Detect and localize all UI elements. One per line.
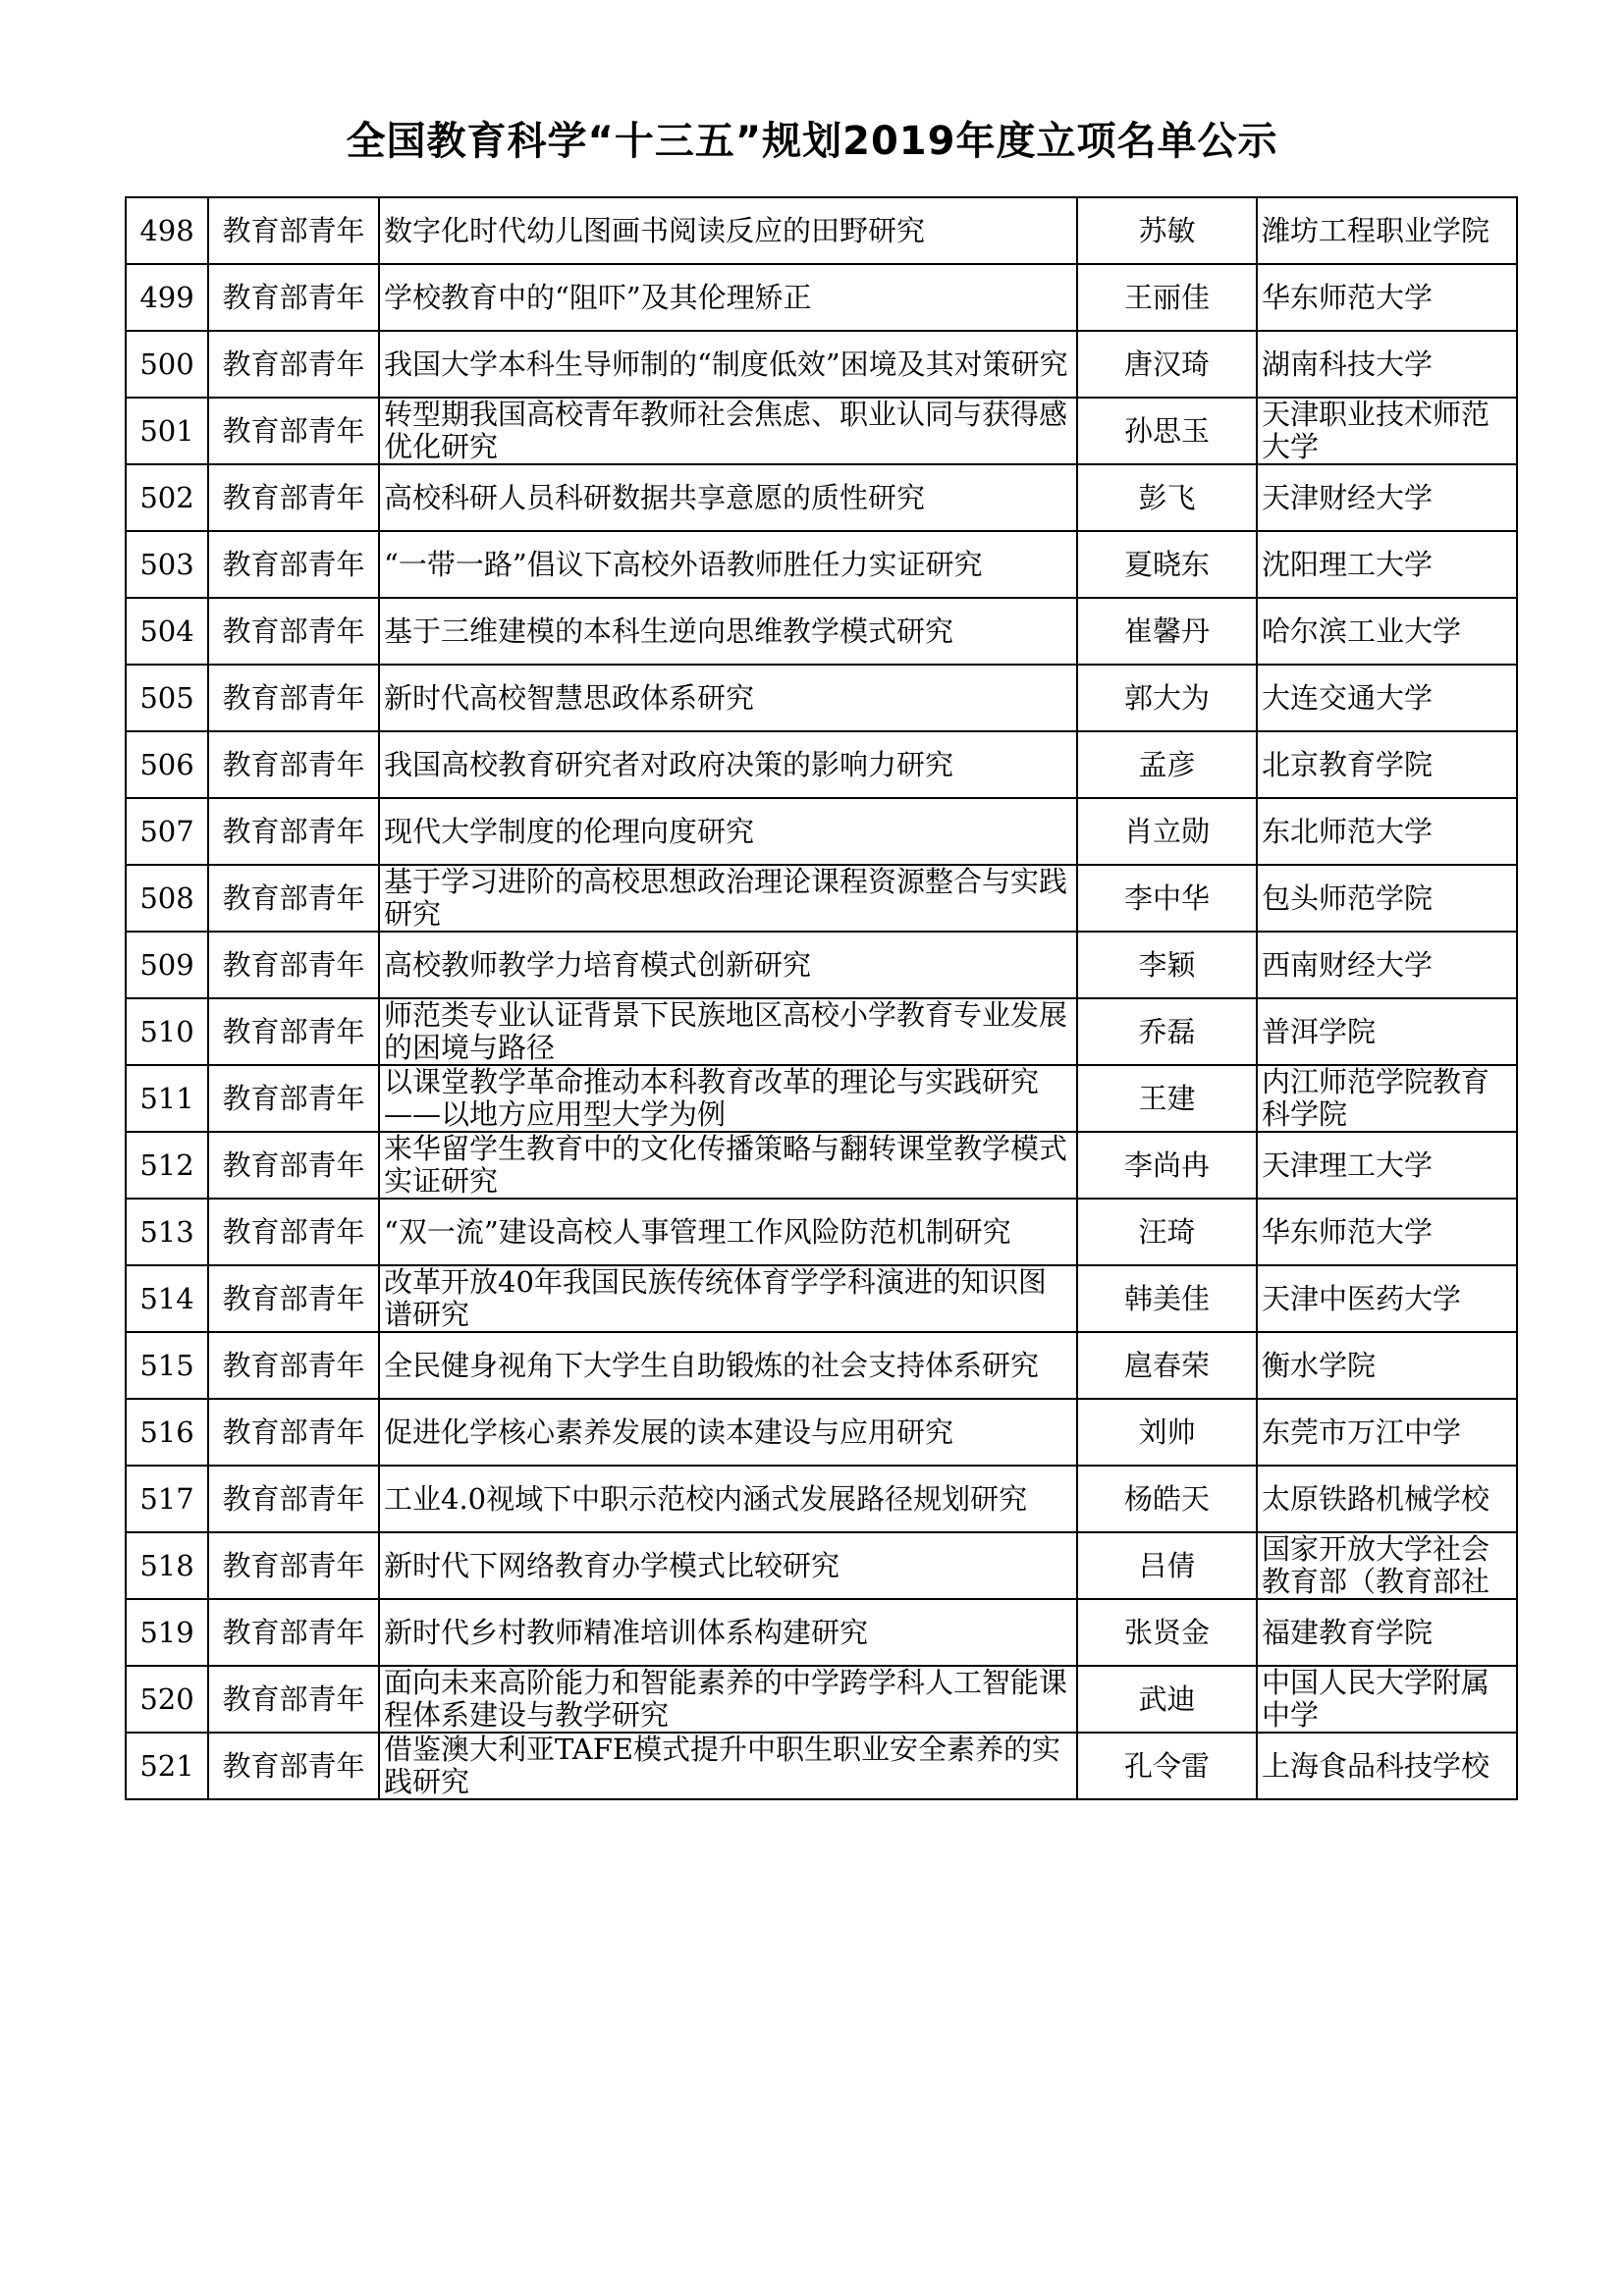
table-row: [126, 1332, 1517, 1399]
project-category-text: 教育部青年: [222, 815, 365, 848]
project-leader-cell: [1077, 1265, 1257, 1332]
project-category-text: 教育部青年: [222, 1215, 365, 1249]
project-category-cell: [208, 665, 379, 731]
project-number-cell: [126, 1332, 208, 1399]
project-category-cell: [208, 1132, 379, 1199]
institution-cell: [1257, 665, 1517, 731]
project-title-text: 全民健身视角下大学生自助锻炼的社会支持体系研究: [384, 1349, 1040, 1382]
project-category-cell: [208, 1599, 379, 1666]
table-row: [126, 865, 1517, 932]
table-row: [126, 1733, 1517, 1799]
project-title-text: 来华留学生教育中的文化传播策略与翻转课堂教学模式实证研究: [384, 1133, 1068, 1198]
institution-cell: [1257, 464, 1517, 531]
project-category-cell: [208, 1199, 379, 1265]
institution-text: 包头师范学院: [1262, 881, 1434, 915]
table-row: [126, 1199, 1517, 1265]
project-number-cell: [126, 798, 208, 865]
project-category-cell: [208, 531, 379, 598]
institution-text: 沈阳理工大学: [1262, 548, 1434, 581]
project-title-cell: [379, 598, 1077, 665]
project-title-cell: [379, 731, 1077, 798]
project-leader-cell: [1077, 331, 1257, 398]
project-number-text: 513: [139, 1215, 194, 1249]
project-title-cell: [379, 197, 1077, 264]
institution-text: 东莞市万江中学: [1262, 1415, 1462, 1449]
institution-text: 大连交通大学: [1262, 681, 1434, 715]
project-category-cell: [208, 1332, 379, 1399]
project-title-cell: [379, 865, 1077, 932]
project-number-text: 502: [139, 481, 194, 514]
project-leader-text: 肖立勋: [1123, 815, 1210, 848]
project-category-cell: [208, 464, 379, 531]
project-number-text: 498: [139, 214, 194, 247]
project-leader-cell: [1077, 598, 1257, 665]
project-title-cell: [379, 464, 1077, 531]
project-title-text: “一带一路”倡议下高校外语教师胜任力实证研究: [384, 548, 983, 581]
project-number-cell: [126, 1132, 208, 1199]
table-row: [126, 1132, 1517, 1199]
project-leader-text: 李尚冉: [1123, 1148, 1210, 1182]
project-number-text: 506: [139, 748, 194, 781]
project-leader-cell: [1077, 197, 1257, 264]
project-title-cell: [379, 398, 1077, 464]
project-number-text: 520: [139, 1682, 194, 1716]
institution-text: 天津理工大学: [1262, 1148, 1434, 1182]
project-title-cell: [379, 1132, 1077, 1199]
project-number-cell: [126, 598, 208, 665]
project-category-cell: [208, 1666, 379, 1733]
institution-cell: [1257, 598, 1517, 665]
project-leader-cell: [1077, 1466, 1257, 1532]
project-title-cell: [379, 1065, 1077, 1132]
project-leader-text: 吕倩: [1138, 1549, 1196, 1582]
project-table-body: [126, 197, 1517, 1799]
institution-text: 国家开放大学社会教育部（教育部社: [1262, 1533, 1490, 1598]
project-category-text: 教育部青年: [222, 1148, 365, 1182]
project-title-cell: [379, 1265, 1077, 1332]
project-number-text: 501: [139, 414, 194, 448]
project-title-cell: [379, 264, 1077, 331]
institution-text: 内江师范学院教育科学院: [1262, 1066, 1490, 1131]
project-leader-cell: [1077, 464, 1257, 531]
institution-cell: [1257, 1265, 1517, 1332]
project-number-text: 511: [139, 1082, 194, 1115]
project-number-text: 500: [139, 347, 194, 381]
project-number-text: 516: [139, 1415, 194, 1449]
institution-cell: [1257, 798, 1517, 865]
institution-cell: [1257, 998, 1517, 1065]
project-category-text: 教育部青年: [222, 548, 365, 581]
institution-text: 华东师范大学: [1262, 1215, 1434, 1249]
table-row: [126, 731, 1517, 798]
project-number-cell: [126, 1199, 208, 1265]
institution-text: 北京教育学院: [1262, 748, 1434, 781]
project-title-text: 基于三维建模的本科生逆向思维教学模式研究: [384, 614, 954, 648]
project-title-cell: [379, 1733, 1077, 1799]
institution-cell: [1257, 264, 1517, 331]
project-category-text: 教育部青年: [222, 948, 365, 982]
project-leader-cell: [1077, 1065, 1257, 1132]
project-title-text: 高校教师教学力培育模式创新研究: [384, 948, 812, 982]
project-leader-text: 韩美佳: [1123, 1282, 1210, 1315]
project-number-text: 505: [139, 681, 194, 715]
project-number-cell: [126, 398, 208, 464]
table-row: [126, 1532, 1517, 1599]
project-number-text: 508: [139, 881, 194, 915]
table-row: [126, 1265, 1517, 1332]
project-number-cell: [126, 531, 208, 598]
project-category-cell: [208, 598, 379, 665]
project-leader-cell: [1077, 1332, 1257, 1399]
project-title-text: 我国高校教育研究者对政府决策的影响力研究: [384, 748, 954, 781]
project-category-text: 教育部青年: [222, 681, 365, 715]
table-row: [126, 932, 1517, 998]
project-category-text: 教育部青年: [222, 614, 365, 648]
project-leader-text: 王丽佳: [1123, 281, 1210, 314]
project-number-cell: [126, 998, 208, 1065]
project-leader-text: 李颖: [1138, 948, 1196, 982]
project-leader-text: 武迪: [1138, 1682, 1196, 1716]
project-leader-text: 孟彦: [1138, 748, 1196, 781]
project-title-cell: [379, 998, 1077, 1065]
project-title-text: 工业4.0视域下中职示范校内涵式发展路径规划研究: [384, 1482, 1028, 1516]
project-leader-cell: [1077, 1132, 1257, 1199]
project-title-cell: [379, 932, 1077, 998]
project-leader-text: 汪琦: [1138, 1215, 1196, 1249]
institution-cell: [1257, 1466, 1517, 1532]
project-title-text: 现代大学制度的伦理向度研究: [384, 815, 755, 848]
project-title-cell: [379, 1666, 1077, 1733]
project-category-text: 教育部青年: [222, 347, 365, 381]
institution-cell: [1257, 1666, 1517, 1733]
project-title-text: 我国大学本科生导师制的“制度低效”困境及其对策研究: [384, 347, 1068, 381]
project-number-cell: [126, 1466, 208, 1532]
institution-text: 西南财经大学: [1262, 948, 1434, 982]
project-number-cell: [126, 331, 208, 398]
project-leader-text: 杨皓天: [1123, 1482, 1210, 1516]
project-title-text: 新时代下网络教育办学模式比较研究: [384, 1549, 840, 1582]
project-title-text: 以课堂教学革命推动本科教育改革的理论与实践研究——以地方应用型大学为例: [384, 1066, 1040, 1131]
institution-cell: [1257, 531, 1517, 598]
project-category-cell: [208, 264, 379, 331]
project-category-cell: [208, 197, 379, 264]
table-row: [126, 798, 1517, 865]
institution-cell: [1257, 1733, 1517, 1799]
institution-cell: [1257, 1399, 1517, 1466]
project-category-cell: [208, 1733, 379, 1799]
project-category-cell: [208, 1265, 379, 1332]
institution-text: 普洱学院: [1262, 1015, 1377, 1048]
institution-cell: [1257, 731, 1517, 798]
table-row: [126, 464, 1517, 531]
institution-text: 东北师范大学: [1262, 815, 1434, 848]
project-category-cell: [208, 1466, 379, 1532]
institution-cell: [1257, 1065, 1517, 1132]
project-number-cell: [126, 1532, 208, 1599]
project-number-cell: [126, 1666, 208, 1733]
project-table: [125, 196, 1518, 1800]
project-category-cell: [208, 798, 379, 865]
table-row: [126, 1065, 1517, 1132]
project-title-cell: [379, 1466, 1077, 1532]
project-leader-cell: [1077, 798, 1257, 865]
project-leader-cell: [1077, 1399, 1257, 1466]
project-category-text: 教育部青年: [222, 1682, 365, 1716]
institution-text: 湖南科技大学: [1262, 347, 1434, 381]
project-title-cell: [379, 1599, 1077, 1666]
project-leader-cell: [1077, 531, 1257, 598]
project-number-cell: [126, 665, 208, 731]
project-category-text: 教育部青年: [222, 881, 365, 915]
project-number-text: 519: [139, 1616, 194, 1649]
project-category-text: 教育部青年: [222, 481, 365, 514]
project-title-text: 基于学习进阶的高校思想政治理论课程资源整合与实践研究: [384, 866, 1068, 931]
project-leader-text: 孔令雷: [1123, 1749, 1210, 1783]
project-leader-text: 崔馨丹: [1123, 614, 1210, 648]
project-number-cell: [126, 264, 208, 331]
project-leader-text: 扈春荣: [1123, 1349, 1210, 1382]
table-row: [126, 1399, 1517, 1466]
project-number-text: 515: [139, 1349, 194, 1382]
institution-text: 天津财经大学: [1262, 481, 1434, 514]
project-category-text: 教育部青年: [222, 281, 365, 314]
table-row: [126, 197, 1517, 264]
project-title-cell: [379, 1332, 1077, 1399]
table-row: [126, 398, 1517, 464]
institution-text: 太原铁路机械学校: [1262, 1482, 1490, 1516]
project-number-text: 514: [139, 1282, 194, 1315]
project-category-text: 教育部青年: [222, 1082, 365, 1115]
project-number-cell: [126, 197, 208, 264]
institution-cell: [1257, 197, 1517, 264]
project-leader-cell: [1077, 1733, 1257, 1799]
project-leader-text: 李中华: [1123, 881, 1210, 915]
project-category-text: 教育部青年: [222, 1616, 365, 1649]
institution-text: 华东师范大学: [1262, 281, 1434, 314]
institution-text: 哈尔滨工业大学: [1262, 614, 1462, 648]
institution-text: 衡水学院: [1262, 1349, 1377, 1382]
project-number-text: 512: [139, 1148, 194, 1182]
project-leader-cell: [1077, 1199, 1257, 1265]
institution-text: 天津职业技术师范大学: [1262, 399, 1490, 463]
institution-cell: [1257, 331, 1517, 398]
project-category-text: 教育部青年: [222, 1015, 365, 1048]
project-title-text: 借鉴澳大利亚TAFE模式提升中职生职业安全素养的实践研究: [384, 1734, 1060, 1798]
table-row: [126, 998, 1517, 1065]
institution-text: 潍坊工程职业学院: [1262, 214, 1490, 247]
institution-text: 天津中医药大学: [1262, 1282, 1462, 1315]
institution-cell: [1257, 1532, 1517, 1599]
project-leader-text: 郭大为: [1123, 681, 1210, 715]
project-leader-text: 孙思玉: [1123, 414, 1210, 448]
project-category-cell: [208, 932, 379, 998]
project-title-text: 新时代高校智慧思政体系研究: [384, 681, 755, 715]
project-leader-text: 夏晓东: [1123, 548, 1210, 581]
project-number-cell: [126, 1399, 208, 1466]
project-leader-cell: [1077, 1532, 1257, 1599]
project-number-cell: [126, 1599, 208, 1666]
table-row: [126, 264, 1517, 331]
project-category-text: 教育部青年: [222, 1282, 365, 1315]
institution-cell: [1257, 865, 1517, 932]
institution-cell: [1257, 932, 1517, 998]
project-category-cell: [208, 331, 379, 398]
project-title-text: 学校教育中的“阻吓”及其伦理矫正: [384, 281, 812, 314]
project-leader-cell: [1077, 932, 1257, 998]
project-title-text: 数字化时代幼儿图画书阅读反应的田野研究: [384, 214, 926, 247]
project-number-text: 510: [139, 1015, 194, 1048]
project-category-text: 教育部青年: [222, 1415, 365, 1449]
project-category-cell: [208, 398, 379, 464]
project-leader-text: 彭飞: [1138, 481, 1196, 514]
project-number-cell: [126, 731, 208, 798]
project-number-text: 521: [139, 1749, 194, 1783]
project-number-text: 518: [139, 1549, 194, 1582]
project-number-text: 499: [139, 281, 194, 314]
institution-text: 上海食品科技学校: [1262, 1749, 1490, 1783]
project-title-text: 面向未来高阶能力和智能素养的中学跨学科人工智能课程体系建设与教学研究: [384, 1667, 1068, 1732]
project-title-cell: [379, 798, 1077, 865]
project-category-cell: [208, 1532, 379, 1599]
project-category-text: 教育部青年: [222, 1749, 365, 1783]
institution-cell: [1257, 398, 1517, 464]
project-title-text: 转型期我国高校青年教师社会焦虑、职业认同与获得感优化研究: [384, 399, 1068, 463]
institution-cell: [1257, 1332, 1517, 1399]
project-number-text: 504: [139, 614, 194, 648]
project-leader-cell: [1077, 731, 1257, 798]
table-row: [126, 1466, 1517, 1532]
project-category-text: 教育部青年: [222, 214, 365, 247]
project-leader-text: 刘帅: [1138, 1415, 1196, 1449]
table-row: [126, 331, 1517, 398]
project-number-text: 517: [139, 1482, 194, 1516]
table-row: [126, 1666, 1517, 1733]
institution-cell: [1257, 1599, 1517, 1666]
page-title: 全国教育科学“十三五”规划2019年度立项名单公示: [346, 119, 1278, 164]
project-leader-cell: [1077, 665, 1257, 731]
project-category-text: 教育部青年: [222, 1349, 365, 1382]
project-leader-cell: [1077, 1666, 1257, 1733]
project-title-cell: [379, 1399, 1077, 1466]
project-category-cell: [208, 998, 379, 1065]
project-category-text: 教育部青年: [222, 1482, 365, 1516]
project-title-text: 促进化学核心素养发展的读本建设与应用研究: [384, 1415, 954, 1449]
project-leader-cell: [1077, 998, 1257, 1065]
project-category-cell: [208, 731, 379, 798]
project-title-text: 师范类专业认证背景下民族地区高校小学教育专业发展的困境与路径: [384, 999, 1068, 1064]
project-leader-cell: [1077, 398, 1257, 464]
project-leader-text: 张贤金: [1123, 1616, 1210, 1649]
project-category-cell: [208, 865, 379, 932]
table-row: [126, 531, 1517, 598]
project-leader-text: 苏敏: [1138, 214, 1196, 247]
project-number-text: 503: [139, 548, 194, 581]
project-number-cell: [126, 1065, 208, 1132]
institution-text: 福建教育学院: [1262, 1616, 1434, 1649]
project-leader-cell: [1077, 1599, 1257, 1666]
project-title-cell: [379, 1199, 1077, 1265]
project-leader-cell: [1077, 264, 1257, 331]
project-number-text: 509: [139, 948, 194, 982]
project-title-text: 改革开放40年我国民族传统体育学学科演进的知识图谱研究: [384, 1266, 1047, 1331]
institution-cell: [1257, 1199, 1517, 1265]
project-title-cell: [379, 331, 1077, 398]
project-number-cell: [126, 932, 208, 998]
project-title-cell: [379, 531, 1077, 598]
project-number-cell: [126, 865, 208, 932]
project-leader-text: 唐汉琦: [1123, 347, 1210, 381]
project-category-text: 教育部青年: [222, 748, 365, 781]
institution-cell: [1257, 1132, 1517, 1199]
table-row: [126, 598, 1517, 665]
project-category-cell: [208, 1399, 379, 1466]
project-number-cell: [126, 464, 208, 531]
project-leader-cell: [1077, 865, 1257, 932]
table-row: [126, 1599, 1517, 1666]
project-category-text: 教育部青年: [222, 1549, 365, 1582]
project-category-text: 教育部青年: [222, 414, 365, 448]
institution-text: 中国人民大学附属中学: [1262, 1667, 1490, 1732]
project-title-text: “双一流”建设高校人事管理工作风险防范机制研究: [384, 1215, 1011, 1249]
project-category-cell: [208, 1065, 379, 1132]
project-title-text: 新时代乡村教师精准培训体系构建研究: [384, 1616, 869, 1649]
project-number-text: 507: [139, 815, 194, 848]
project-title-cell: [379, 1532, 1077, 1599]
project-title-cell: [379, 665, 1077, 731]
project-leader-text: 王建: [1138, 1082, 1196, 1115]
project-title-text: 高校科研人员科研数据共享意愿的质性研究: [384, 481, 926, 514]
project-leader-text: 乔磊: [1138, 1015, 1196, 1048]
project-number-cell: [126, 1733, 208, 1799]
table-row: [126, 665, 1517, 731]
project-number-cell: [126, 1265, 208, 1332]
